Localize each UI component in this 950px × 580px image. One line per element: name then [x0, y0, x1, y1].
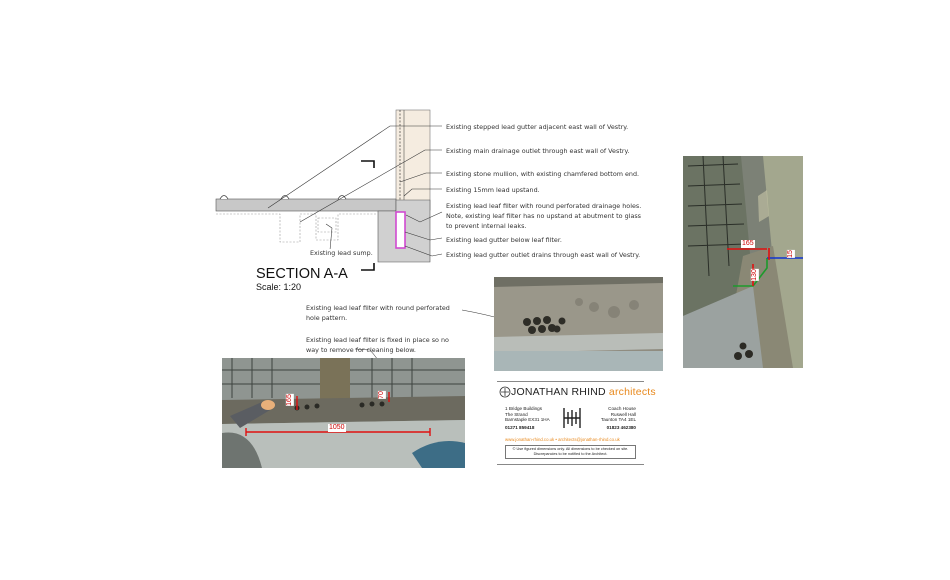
office-2-address: Coach House Ruswell Hall Taunton TA4 1EL 01823 462380: [600, 406, 636, 430]
note-hole-pattern-1: Existing lead leaf filter with round perforated: [306, 304, 450, 312]
note-gutter-below: Existing lead gutter below leaf filter.: [446, 236, 562, 244]
contact-line[interactable]: www.jonathan-rhind.co.uk • architects@jonathan-rhind.co.uk: [505, 437, 620, 442]
note-mullion: Existing stone mullion, with existing chamfered bottom end.: [446, 170, 640, 178]
section-title: SECTION A-A: [256, 266, 348, 282]
logo-mark-icon: [499, 386, 511, 398]
dim-width-right: 165: [742, 240, 754, 247]
note-stepped-gutter: Existing stepped lead gutter adjacent east wall of Vestry.: [446, 123, 629, 131]
dim-depth-right: 130: [750, 269, 758, 281]
note-leaf-filter-2: Note, existing leaf filter has no upstand at abutment to glass: [446, 212, 642, 220]
brand-name: JONATHAN RHIND architects: [511, 386, 656, 398]
note-sump: Existing lead sump.: [310, 249, 373, 257]
photo-stepped-gutter: [683, 156, 803, 368]
email-link[interactable]: architects@jonathan-rhind.co.uk: [558, 437, 620, 442]
photo-leaf-filter-closeup: [494, 277, 663, 371]
dim-depth-left: 70: [377, 391, 385, 399]
note-leaf-filter-3: to prevent internal leaks.: [446, 222, 527, 230]
dim-length: 1050: [329, 424, 345, 431]
title-block: [497, 381, 656, 465]
logo-emblem-icon: [561, 406, 583, 430]
note-gutter-outlet: Existing lead gutter outlet drains through east wall of Vestry.: [446, 251, 641, 259]
office-1-address: 1 Bridge Buildings The Strand Barnstaple EX31 1HA 01271 859418: [505, 406, 550, 430]
web-link[interactable]: www.jonathan-rhind.co.uk: [505, 437, 555, 442]
dim-small-right: 15: [786, 250, 794, 258]
lead-gutter: [396, 212, 405, 248]
note-leaf-filter-1: Existing lead leaf filter with round perforated drainage holes.: [446, 202, 642, 210]
wall-panel: [396, 110, 430, 210]
dim-height-left: 165: [285, 394, 293, 406]
note-main-outlet: Existing main drainage outlet through east wall of Vestry.: [446, 147, 630, 155]
section-scale: Scale: 1:20: [256, 282, 302, 292]
note-upstand: Existing 15mm lead upstand.: [446, 186, 540, 194]
note-hole-pattern-2: hole pattern.: [306, 314, 348, 322]
copyright-box: © Use figured dimensions only. All dimensions to be checked on site. Discrepancies to be notified to the Architect.: [505, 445, 636, 459]
note-fixed-2: way to remove for cleaning below.: [306, 346, 416, 354]
photo-gutter-overview: [222, 358, 465, 468]
note-fixed-1: Existing lead leaf filter is fixed in place so no: [306, 336, 449, 344]
roof-slab: [216, 199, 396, 211]
